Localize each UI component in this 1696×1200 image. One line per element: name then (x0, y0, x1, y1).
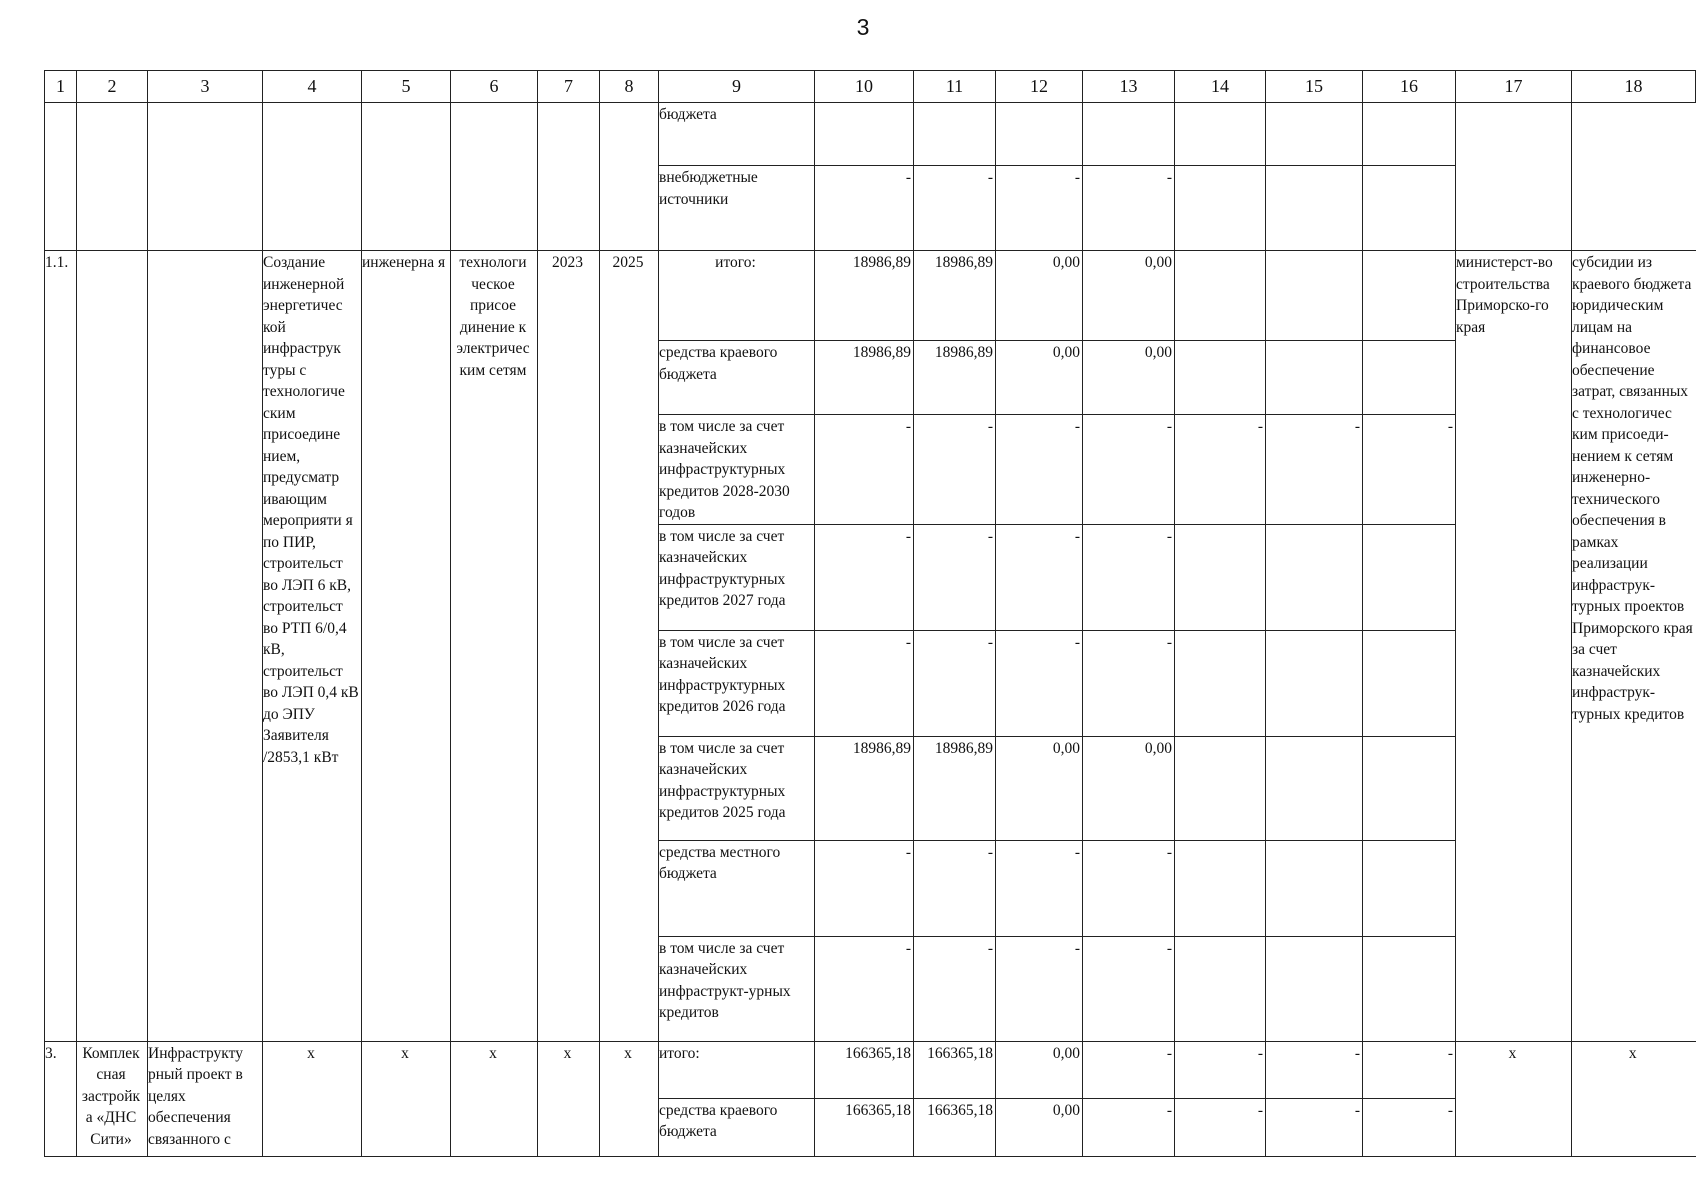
value-cell: 0,00 (1083, 251, 1175, 341)
value-cell (1175, 630, 1266, 736)
cell (1266, 166, 1363, 251)
header-row (45, 71, 1696, 103)
value-cell: 166365,18 (815, 1041, 914, 1098)
cell (914, 103, 996, 166)
col-header: 13 (1083, 71, 1175, 103)
budget-table (44, 70, 1696, 1157)
value-cell: - (815, 630, 914, 736)
value-cell: - (1266, 415, 1363, 525)
cell (1456, 103, 1572, 251)
value-cell: 18986,89 (914, 251, 996, 341)
x-mark: х (451, 1041, 538, 1156)
start-year: 2023 (538, 251, 600, 1042)
col-header: 7 (538, 71, 600, 103)
value-cell: - (815, 524, 914, 630)
funding-source-label: в том числе за счет казначейских инфраструктурных кредитов 2025 года (659, 736, 815, 840)
value-cell: 0,00 (996, 1098, 1083, 1156)
col-header: 12 (996, 71, 1083, 103)
funding-source-label: итого: (659, 1041, 815, 1098)
project-description: Инфраструкту рный проект в целях обеспечения связанного с (148, 1041, 263, 1156)
value-cell (1175, 936, 1266, 1041)
value-cell: - (1083, 840, 1175, 936)
funding-source-label: средства краевого бюджета (659, 1098, 815, 1156)
value-cell (1363, 936, 1456, 1041)
x-mark: х (1572, 1041, 1696, 1156)
page-number: 3 (856, 14, 870, 40)
funding-source-label: средства краевого бюджета (659, 341, 815, 415)
col-header: 2 (77, 71, 148, 103)
funding-source-label: внебюджетные источники (659, 166, 815, 251)
cell (815, 103, 914, 166)
measure-description: Создание инженерной энергетичес кой инфраструк туры с технологиче ским присоедине нием, предусматр ивающим мероприяти я по ПИР, строительст во ЛЭП 6 кВ, строительст во РТП 6/0,4 кВ, строительст во ЛЭП 0,4 кВ до ЭПУ Заявителя /2853,1 кВт (263, 251, 362, 1042)
col-header: 15 (1266, 71, 1363, 103)
funding-source-label: в том числе за счет казначейских инфраструктурных кредитов 2028-2030 годов (659, 415, 815, 525)
project-type: технологи ческое присое динение к электричес ким сетям (451, 251, 538, 1042)
value-cell: - (914, 524, 996, 630)
cell (1266, 103, 1363, 166)
cell (148, 251, 263, 1042)
value-cell: 0,00 (996, 341, 1083, 415)
value-cell: - (815, 936, 914, 1041)
cell (1175, 166, 1266, 251)
col-header: 6 (451, 71, 538, 103)
value-cell (1175, 524, 1266, 630)
infrastructure-type: инженерна я (362, 251, 451, 1042)
x-mark: х (600, 1041, 659, 1156)
value-cell (1266, 936, 1363, 1041)
value-cell (1363, 524, 1456, 630)
value-cell (1175, 251, 1266, 341)
value-cell (1363, 840, 1456, 936)
cell (362, 103, 451, 251)
cell (148, 103, 263, 251)
x-mark: х (362, 1041, 451, 1156)
value-cell: 0,00 (996, 251, 1083, 341)
cell (1083, 103, 1175, 166)
value-cell: - (914, 840, 996, 936)
x-mark: х (1456, 1041, 1572, 1156)
cell (263, 103, 362, 251)
value-cell (1363, 251, 1456, 341)
value-cell (1266, 251, 1363, 341)
col-header: 18 (1572, 71, 1696, 103)
cell (1175, 103, 1266, 166)
col-header: 16 (1363, 71, 1456, 103)
funding-source-label: в том числе за счет казначейских инфраструктурных кредитов 2027 года (659, 524, 815, 630)
funding-source-label: средства местного бюджета (659, 840, 815, 936)
value-cell: - (1175, 1041, 1266, 1098)
value-cell: 0,00 (996, 1041, 1083, 1098)
value-cell (1363, 630, 1456, 736)
value-cell (1363, 736, 1456, 840)
value-cell: - (1083, 1098, 1175, 1156)
value-cell (1266, 524, 1363, 630)
value-cell: - (1266, 1098, 1363, 1156)
value-cell: - (1083, 166, 1175, 251)
value-cell: - (815, 415, 914, 525)
funding-source-label: бюджета (659, 103, 815, 166)
end-year: 2025 (600, 251, 659, 1042)
value-cell (1175, 736, 1266, 840)
cell (600, 103, 659, 251)
value-cell (1175, 341, 1266, 415)
cell (451, 103, 538, 251)
value-cell: 166365,18 (914, 1041, 996, 1098)
value-cell: - (914, 415, 996, 525)
value-cell: - (996, 936, 1083, 1041)
value-cell: - (996, 630, 1083, 736)
value-cell: - (914, 630, 996, 736)
col-header: 14 (1175, 71, 1266, 103)
table-row (45, 251, 1696, 341)
value-cell: - (1363, 1098, 1456, 1156)
value-cell (1266, 736, 1363, 840)
value-cell: - (914, 936, 996, 1041)
value-cell: - (1266, 1041, 1363, 1098)
col-header: 11 (914, 71, 996, 103)
value-cell: - (1083, 524, 1175, 630)
value-cell (1266, 630, 1363, 736)
value-cell: - (996, 166, 1083, 251)
value-cell: 0,00 (996, 736, 1083, 840)
cell (1572, 103, 1696, 251)
value-cell: 166365,18 (815, 1098, 914, 1156)
value-cell: 18986,89 (815, 341, 914, 415)
value-cell: 166365,18 (914, 1098, 996, 1156)
col-header: 5 (362, 71, 451, 103)
value-cell: 18986,89 (815, 736, 914, 840)
cell (1363, 103, 1456, 166)
responsible-executor: министерст-во строительства Приморско-го края (1456, 251, 1572, 1042)
value-cell: - (914, 166, 996, 251)
value-cell: - (996, 415, 1083, 525)
value-cell (1266, 341, 1363, 415)
value-cell: - (1083, 630, 1175, 736)
cell (1363, 166, 1456, 251)
col-header: 10 (815, 71, 914, 103)
value-cell (1175, 840, 1266, 936)
x-mark: х (263, 1041, 362, 1156)
value-cell: 0,00 (1083, 341, 1175, 415)
col-header: 17 (1456, 71, 1572, 103)
x-mark: х (538, 1041, 600, 1156)
table-row (45, 103, 1696, 166)
value-cell: 18986,89 (914, 736, 996, 840)
value-cell: 0,00 (1083, 736, 1175, 840)
value-cell: - (1175, 1098, 1266, 1156)
funding-source-label: в том числе за счет казначейских инфраструктурных кредитов 2026 года (659, 630, 815, 736)
value-cell: 18986,89 (914, 341, 996, 415)
value-cell: 18986,89 (815, 251, 914, 341)
value-cell: - (1363, 415, 1456, 525)
cell (77, 251, 148, 1042)
row-number: 3. (45, 1041, 77, 1156)
value-cell (1363, 341, 1456, 415)
table-row (45, 1041, 1696, 1098)
value-cell: - (1083, 415, 1175, 525)
value-cell: - (1083, 936, 1175, 1041)
value-cell: - (996, 524, 1083, 630)
col-header: 9 (659, 71, 815, 103)
funding-source-label: итого: (659, 251, 815, 341)
col-header: 8 (600, 71, 659, 103)
value-cell: - (1083, 1041, 1175, 1098)
value-cell: - (1363, 1041, 1456, 1098)
funding-source-label: в том числе за счет казначейских инфраструкт-урных кредитов (659, 936, 815, 1041)
col-header: 4 (263, 71, 362, 103)
row-number: 1.1. (45, 251, 77, 1042)
value-cell: - (815, 166, 914, 251)
value-cell (1266, 840, 1363, 936)
result-description: субсидии из краевого бюджета юридическим лицам на финансовое обеспечение затрат, связанных с технологичес ким присоеди-нением к сетям инженерно-технического обеспечения в рамках реализации инфраструк-турных проектов Приморского края за счет казначейских инфраструк-турных кредитов (1572, 251, 1696, 1042)
project-name: Комплек сная застройк а «ДНС Сити» (77, 1041, 148, 1156)
value-cell: - (996, 840, 1083, 936)
cell (45, 103, 77, 251)
value-cell: - (815, 840, 914, 936)
col-header: 3 (148, 71, 263, 103)
col-header: 1 (45, 71, 77, 103)
cell (996, 103, 1083, 166)
cell (77, 103, 148, 251)
cell (538, 103, 600, 251)
value-cell: - (1175, 415, 1266, 525)
